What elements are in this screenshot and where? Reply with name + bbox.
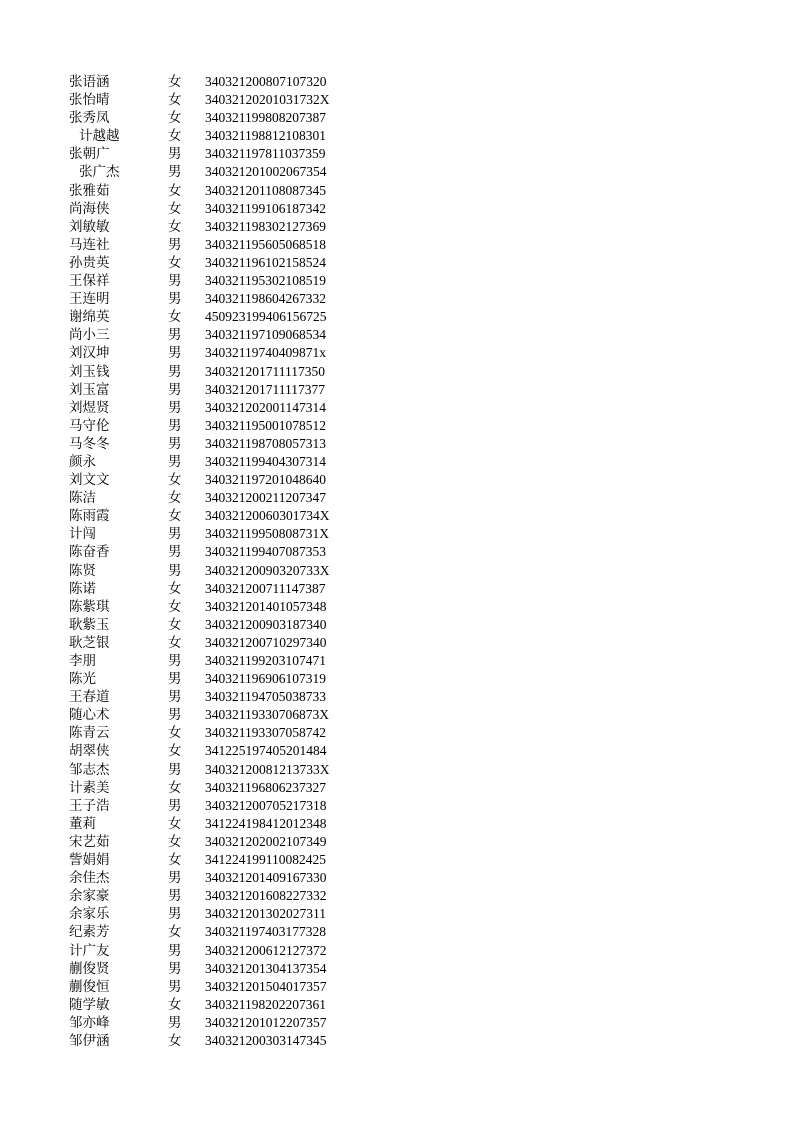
gender-cell: 女 bbox=[168, 743, 182, 760]
id-number-cell: 340321199808207387 bbox=[205, 110, 326, 126]
id-number-cell: 340321201012207357 bbox=[205, 1014, 327, 1030]
name-cell: 计闯 bbox=[69, 526, 96, 543]
table-row bbox=[0, 942, 793, 960]
table-row bbox=[0, 290, 793, 308]
name-cell: 王保祥 bbox=[69, 273, 110, 290]
id-number-cell: 34032120060301734X bbox=[205, 508, 330, 524]
table-row bbox=[0, 127, 793, 145]
name-cell: 刘煜贤 bbox=[69, 399, 110, 416]
name-cell: 计广友 bbox=[69, 942, 110, 959]
name-cell: 张广杰 bbox=[79, 164, 120, 181]
id-number-cell: 340321195605068518 bbox=[205, 236, 326, 252]
gender-cell: 男 bbox=[168, 797, 182, 814]
name-cell: 孙贵英 bbox=[69, 254, 110, 271]
gender-cell: 男 bbox=[168, 146, 182, 163]
table-row bbox=[0, 344, 793, 362]
table-row bbox=[0, 163, 793, 181]
gender-cell: 男 bbox=[168, 526, 182, 543]
gender-cell: 女 bbox=[168, 996, 182, 1013]
gender-cell: 女 bbox=[168, 580, 182, 597]
name-cell: 耿芝银 bbox=[69, 634, 110, 651]
gender-cell: 男 bbox=[168, 164, 182, 181]
gender-cell: 女 bbox=[168, 616, 182, 633]
id-number-cell: 340321198604267332 bbox=[205, 291, 326, 307]
id-number-cell: 34032119330706873X bbox=[205, 707, 329, 723]
name-cell: 董莉 bbox=[69, 815, 96, 832]
id-number-cell: 340321202002107349 bbox=[205, 833, 327, 849]
id-number-cell: 340321196102158524 bbox=[205, 254, 326, 270]
table-row bbox=[0, 254, 793, 272]
table-row bbox=[0, 742, 793, 760]
gender-cell: 男 bbox=[168, 291, 182, 308]
id-number-cell: 340321200303147345 bbox=[205, 1032, 327, 1048]
id-number-cell: 340321201608227332 bbox=[205, 888, 327, 904]
gender-cell: 男 bbox=[168, 653, 182, 669]
table-row bbox=[0, 887, 793, 905]
name-cell: 刘汉坤 bbox=[69, 345, 110, 362]
name-cell: 胡翠侠 bbox=[69, 743, 110, 760]
name-cell: 邹亦峰 bbox=[69, 1014, 110, 1031]
id-number-cell: 450923199406156725 bbox=[205, 309, 327, 325]
gender-cell: 男 bbox=[168, 671, 182, 688]
gender-cell: 女 bbox=[168, 200, 182, 217]
name-cell: 计素美 bbox=[69, 779, 110, 796]
table-row bbox=[0, 543, 793, 561]
name-cell: 王子浩 bbox=[69, 797, 110, 814]
id-number-cell: 340321200705217318 bbox=[205, 797, 327, 813]
table-row bbox=[0, 652, 793, 670]
name-cell: 余佳杰 bbox=[69, 870, 110, 887]
id-number-cell: 340321200711147387 bbox=[205, 580, 326, 596]
gender-cell: 男 bbox=[168, 906, 182, 923]
gender-cell: 男 bbox=[168, 345, 182, 362]
table-row bbox=[0, 724, 793, 742]
table-row bbox=[0, 562, 793, 580]
table-row bbox=[0, 435, 793, 453]
name-cell: 张雅茹 bbox=[69, 182, 110, 199]
table-row bbox=[0, 616, 793, 634]
name-cell: 蒯俊恒 bbox=[69, 978, 110, 995]
name-cell: 李朋 bbox=[69, 653, 96, 669]
id-number-cell: 34032119740409871x bbox=[205, 345, 326, 361]
name-cell: 余家乐 bbox=[69, 906, 110, 923]
gender-cell: 男 bbox=[168, 399, 182, 416]
table-row bbox=[0, 91, 793, 109]
table-row bbox=[0, 905, 793, 923]
name-cell: 陈紫琪 bbox=[69, 598, 110, 615]
gender-cell: 男 bbox=[168, 453, 182, 470]
table-row bbox=[0, 797, 793, 815]
table-row bbox=[0, 688, 793, 706]
name-cell: 邹志杰 bbox=[69, 761, 110, 778]
id-number-cell: 340321197811037359 bbox=[205, 146, 326, 162]
id-number-cell: 34032120081213733X bbox=[205, 761, 330, 777]
table-row bbox=[0, 761, 793, 779]
gender-cell: 女 bbox=[168, 815, 182, 832]
id-number-cell: 340321201711117377 bbox=[205, 381, 325, 397]
name-cell: 随学敏 bbox=[69, 996, 110, 1013]
table-row bbox=[0, 73, 793, 91]
table-row bbox=[0, 326, 793, 344]
table-row bbox=[0, 272, 793, 290]
table-row bbox=[0, 417, 793, 435]
name-cell: 陈诺 bbox=[69, 580, 96, 597]
table-row bbox=[0, 1032, 793, 1050]
table-row bbox=[0, 381, 793, 399]
id-number-cell: 340321193307058742 bbox=[205, 725, 326, 741]
name-cell: 刘玉富 bbox=[69, 381, 110, 398]
table-row bbox=[0, 978, 793, 996]
gender-cell: 男 bbox=[168, 888, 182, 905]
id-number-cell: 341225197405201484 bbox=[205, 743, 327, 759]
name-cell: 计越越 bbox=[79, 128, 120, 145]
id-number-cell: 340321199106187342 bbox=[205, 200, 326, 216]
gender-cell: 女 bbox=[168, 779, 182, 796]
id-number-cell: 340321199203107471 bbox=[205, 653, 326, 668]
id-number-cell: 340321201711117350 bbox=[205, 363, 325, 379]
table-row bbox=[0, 1014, 793, 1032]
table-row bbox=[0, 815, 793, 833]
id-number-cell: 340321196806237327 bbox=[205, 779, 326, 795]
name-cell: 尚海侠 bbox=[69, 200, 110, 217]
id-number-cell: 340321200710297340 bbox=[205, 634, 327, 650]
table-row bbox=[0, 851, 793, 869]
gender-cell: 男 bbox=[168, 381, 182, 398]
name-cell: 訾娟娟 bbox=[69, 852, 110, 869]
gender-cell: 女 bbox=[168, 110, 182, 127]
name-cell: 陈光 bbox=[69, 671, 96, 688]
id-number-cell: 340321200612127372 bbox=[205, 942, 327, 958]
table-row bbox=[0, 634, 793, 652]
id-number-cell: 340321198708057313 bbox=[205, 435, 326, 451]
gender-cell: 女 bbox=[168, 924, 182, 941]
table-row bbox=[0, 580, 793, 598]
table-row bbox=[0, 923, 793, 941]
gender-cell: 男 bbox=[168, 960, 182, 977]
id-number-cell: 340321201302027311 bbox=[205, 906, 326, 922]
table-row bbox=[0, 200, 793, 218]
name-cell: 刘敏敏 bbox=[69, 218, 110, 235]
id-number-cell: 340321198202207361 bbox=[205, 996, 326, 1012]
table-row bbox=[0, 869, 793, 887]
table-row bbox=[0, 525, 793, 543]
id-number-cell: 340321198812108301 bbox=[205, 128, 326, 144]
gender-cell: 女 bbox=[168, 598, 182, 615]
table-row bbox=[0, 145, 793, 163]
id-number-cell: 340321200807107320 bbox=[205, 74, 327, 89]
gender-cell: 女 bbox=[168, 508, 182, 525]
id-number-cell: 34032119950808731X bbox=[205, 526, 329, 542]
table-row bbox=[0, 598, 793, 616]
id-number-cell: 340321200903187340 bbox=[205, 616, 327, 632]
name-cell: 陈洁 bbox=[69, 490, 96, 507]
gender-cell: 女 bbox=[168, 1032, 182, 1049]
name-cell: 马守伦 bbox=[69, 417, 110, 434]
id-number-cell: 340321199407087353 bbox=[205, 544, 326, 560]
name-cell: 刘文文 bbox=[69, 472, 110, 489]
name-cell: 张朝广 bbox=[69, 146, 110, 163]
id-number-cell: 340321201401057348 bbox=[205, 598, 327, 614]
name-cell: 陈贤 bbox=[69, 562, 96, 579]
name-cell: 陈青云 bbox=[69, 725, 110, 742]
id-number-cell: 340321196906107319 bbox=[205, 671, 326, 687]
table-row bbox=[0, 363, 793, 381]
name-cell: 谢绵英 bbox=[69, 309, 110, 326]
id-number-cell: 340321197201048640 bbox=[205, 472, 326, 488]
gender-cell: 女 bbox=[168, 74, 182, 90]
id-number-cell: 340321195001078512 bbox=[205, 417, 326, 433]
id-number-cell: 340321201108087345 bbox=[205, 182, 326, 198]
name-cell: 蒯俊贤 bbox=[69, 960, 110, 977]
name-cell: 张怡晴 bbox=[69, 92, 110, 109]
id-number-cell: 340321201504017357 bbox=[205, 978, 327, 994]
table-row bbox=[0, 706, 793, 724]
gender-cell: 男 bbox=[168, 544, 182, 561]
gender-cell: 男 bbox=[168, 562, 182, 579]
gender-cell: 女 bbox=[168, 218, 182, 235]
gender-cell: 男 bbox=[168, 363, 182, 380]
gender-cell: 女 bbox=[168, 309, 182, 326]
table-row bbox=[0, 308, 793, 326]
name-cell: 余家豪 bbox=[69, 888, 110, 905]
id-number-cell: 340321201002067354 bbox=[205, 164, 327, 180]
table-row bbox=[0, 218, 793, 236]
record-table bbox=[0, 73, 793, 1050]
gender-cell: 男 bbox=[168, 978, 182, 995]
table-row bbox=[0, 453, 793, 471]
name-cell: 张语涵 bbox=[69, 74, 110, 90]
id-number-cell: 340321202001147314 bbox=[205, 399, 326, 415]
name-cell: 王连明 bbox=[69, 291, 110, 308]
table-row bbox=[0, 507, 793, 525]
gender-cell: 男 bbox=[168, 327, 182, 344]
gender-cell: 女 bbox=[168, 128, 182, 145]
gender-cell: 女 bbox=[168, 92, 182, 109]
name-cell: 王春道 bbox=[69, 689, 110, 706]
table-row bbox=[0, 471, 793, 489]
id-number-cell: 340321199404307314 bbox=[205, 453, 326, 469]
gender-cell: 女 bbox=[168, 182, 182, 199]
id-number-cell: 340321197403177328 bbox=[205, 924, 326, 940]
gender-cell: 女 bbox=[168, 254, 182, 271]
gender-cell: 女 bbox=[168, 725, 182, 742]
name-cell: 陈雨霞 bbox=[69, 508, 110, 525]
id-number-cell: 341224198412012348 bbox=[205, 815, 327, 831]
id-number-cell: 341224199110082425 bbox=[205, 852, 326, 868]
gender-cell: 男 bbox=[168, 1014, 182, 1031]
gender-cell: 女 bbox=[168, 852, 182, 869]
id-number-cell: 340321195302108519 bbox=[205, 273, 326, 289]
name-cell: 刘玉钱 bbox=[69, 363, 110, 380]
name-cell: 随心术 bbox=[69, 707, 110, 724]
gender-cell: 男 bbox=[168, 273, 182, 290]
gender-cell: 女 bbox=[168, 634, 182, 651]
table-row bbox=[0, 489, 793, 507]
gender-cell: 男 bbox=[168, 942, 182, 959]
gender-cell: 男 bbox=[168, 435, 182, 452]
table-row bbox=[0, 670, 793, 688]
gender-cell: 男 bbox=[168, 236, 182, 253]
name-cell: 宋艺茹 bbox=[69, 833, 110, 850]
table-row bbox=[0, 833, 793, 851]
name-cell: 陈奋香 bbox=[69, 544, 110, 561]
name-cell: 尚小三 bbox=[69, 327, 110, 344]
gender-cell: 男 bbox=[168, 707, 182, 724]
id-number-cell: 340321200211207347 bbox=[205, 490, 326, 506]
name-cell: 邹伊涵 bbox=[69, 1032, 110, 1049]
table-row bbox=[0, 960, 793, 978]
gender-cell: 女 bbox=[168, 490, 182, 507]
table-row bbox=[0, 236, 793, 254]
table-row bbox=[0, 109, 793, 127]
name-cell: 耿紫玉 bbox=[69, 616, 110, 633]
id-number-cell: 340321194705038733 bbox=[205, 689, 326, 705]
name-cell: 马连社 bbox=[69, 236, 110, 253]
id-number-cell: 340321197109068534 bbox=[205, 327, 326, 343]
table-row bbox=[0, 996, 793, 1014]
name-cell: 颜永 bbox=[69, 453, 96, 470]
name-cell: 张秀凤 bbox=[69, 110, 110, 127]
gender-cell: 男 bbox=[168, 417, 182, 434]
gender-cell: 女 bbox=[168, 472, 182, 489]
gender-cell: 男 bbox=[168, 761, 182, 778]
table-row bbox=[0, 399, 793, 417]
id-number-cell: 34032120090320733X bbox=[205, 562, 330, 578]
table-row bbox=[0, 779, 793, 797]
name-cell: 马冬冬 bbox=[69, 435, 110, 452]
gender-cell: 女 bbox=[168, 833, 182, 850]
gender-cell: 男 bbox=[168, 870, 182, 887]
id-number-cell: 340321201304137354 bbox=[205, 960, 327, 976]
name-cell: 纪素芳 bbox=[69, 924, 110, 941]
id-number-cell: 340321201409167330 bbox=[205, 870, 327, 886]
id-number-cell: 340321198302127369 bbox=[205, 218, 326, 234]
gender-cell: 男 bbox=[168, 689, 182, 706]
id-number-cell: 34032120201031732X bbox=[205, 92, 330, 108]
table-row bbox=[0, 182, 793, 200]
